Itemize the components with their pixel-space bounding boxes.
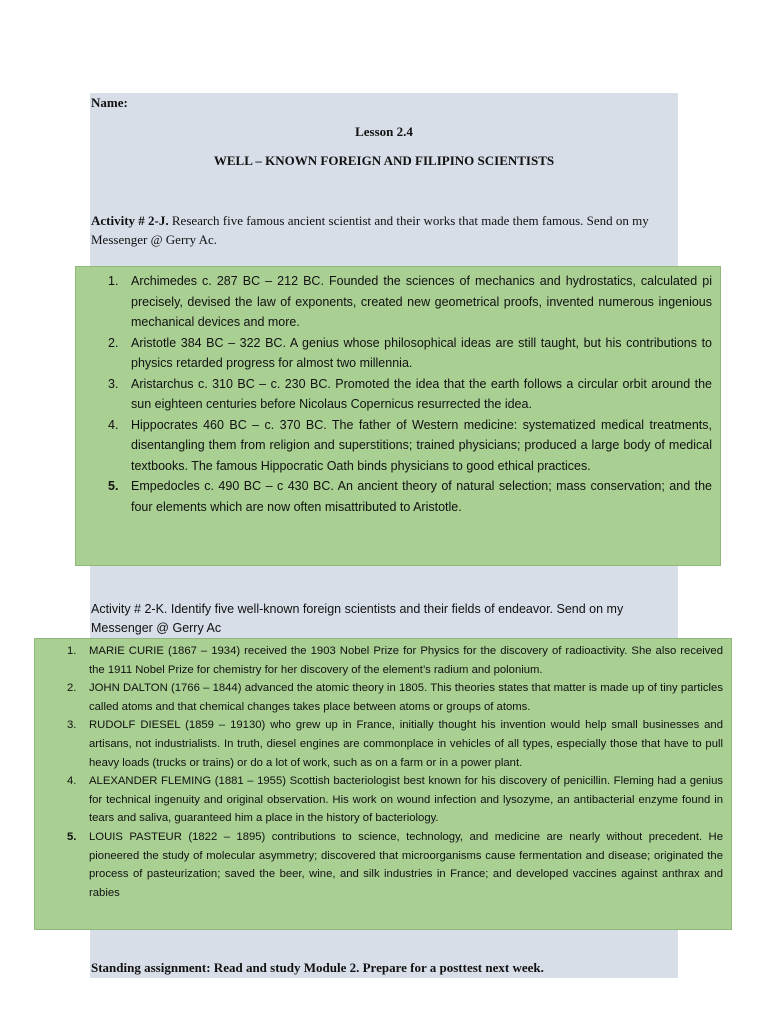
foreign-scientists-list xyxy=(35,639,731,902)
activity-j-label: Activity # 2-J. xyxy=(91,213,169,228)
list-item: Aristotle 384 BC – 322 BC. A genius whose philosophical ideas are still taught, but his contributions to physics retarded progress for almost two millennia. xyxy=(131,335,712,370)
list-item: RUDOLF DIESEL (1859 – 19130) who grew up in France, initially thought his invention would help small businesses and artisans, not industrialists. In truth, diesel engines are commonplace in vehicles of all types, especially those that have to pull heavy loads (trucks or trains) or do a lot of work, such as on a farm or in a power plant. xyxy=(89,719,723,769)
standing-assignment: Standing assignment: Read and study Module 2. Prepare for a posttest next week. xyxy=(91,960,544,975)
activity-j-instructions xyxy=(91,211,671,249)
activity-k-instructions: Activity # 2-K. Identify five well-known foreign scientists and their fields of endeavor. Send on my Messenger @ Gerry Ac xyxy=(91,602,624,635)
list-item: Empedocles c. 490 BC – c 430 BC. An ancient theory of natural selection; mass conservation; and the four elements which are now often misattributed to Aristotle. xyxy=(131,479,712,514)
list-item: Hippocrates 460 BC – c. 370 BC. The father of Western medicine: systematized medical treatments, disentangling them from religion and superstitions; trained physicians; produced a large body of medical textbooks. The famous Hippocratic Oath binds physicians to good ethical practices. xyxy=(131,417,712,473)
ancient-scientists-box xyxy=(75,266,721,566)
name-label: Name: xyxy=(91,95,128,110)
list-item: LOUIS PASTEUR (1822 – 1895) contributions to science, technology, and medicine are nearly without precedent. He pioneered the study of molecular asymmetry; discovered that microorganisms cause fermentation and disease; originated the process of pasteurization; saved the beer, wine, and silk industries in France; and developed vaccines against anthrax and rabies xyxy=(89,830,723,899)
page-title: WELL – KNOWN FOREIGN AND FILIPINO SCIENTISTS xyxy=(213,153,555,168)
lesson-number: Lesson 2.4 xyxy=(355,124,413,139)
list-item: MARIE CURIE (1867 – 1934) received the 1903 Nobel Prize for Physics for the discovery of radioactivity. She also received the 1911 Nobel Prize for chemistry for her discovery of the element’s radium and polonium. xyxy=(89,645,723,676)
foreign-scientists-box xyxy=(34,638,732,930)
list-item: JOHN DALTON (1766 – 1844) advanced the atomic theory in 1805. This theories states that matter is made up of tiny particles called atoms and that chemical changes takes place between atoms or groups of atoms. xyxy=(89,682,723,713)
list-item: Aristarchus c. 310 BC – c. 230 BC. Promoted the idea that the earth follows a circular orbit around the sun eighteen centuries before Nicolaus Copernicus resurrected the idea. xyxy=(131,376,712,411)
list-item: ALEXANDER FLEMING (1881 – 1955) Scottish bacteriologist best known for his discovery of penicillin. Fleming had a genius for technical ingenuity and original observation. His work on wound infection and lysozyme, an antibacterial enzyme found in tears and saliva, guaranteed him a place in the history of bacteriology. xyxy=(89,775,723,825)
activity-j-text: Research five famous ancient scientist and their works that made them famous. Send on my Messenger @ Gerry Ac. xyxy=(91,213,649,247)
list-item: Archimedes c. 287 BC – 212 BC. Founded the sciences of mechanics and hydrostatics, calculated pi precisely, devised the law of exponents, created new geometrical proofs, invented numerous ingenious mechanical devices and more. xyxy=(131,274,712,329)
ancient-scientists-list xyxy=(76,267,720,517)
